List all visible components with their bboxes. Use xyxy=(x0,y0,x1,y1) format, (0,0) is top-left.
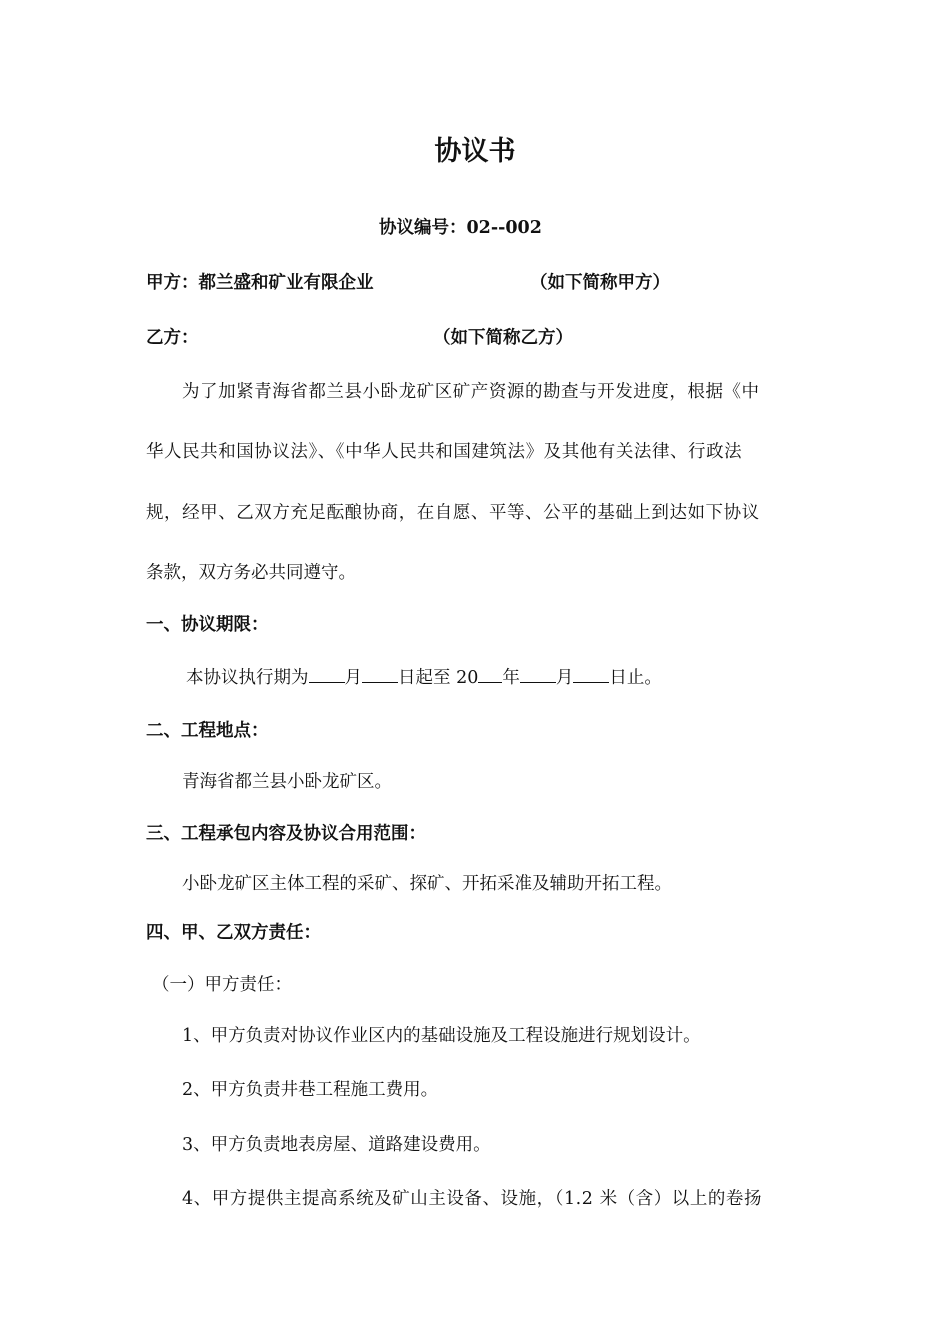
section-2-heading: 二、工程地点： xyxy=(146,721,269,741)
blank-line xyxy=(520,665,556,683)
section-3-text: 小卧龙矿区主体工程的采矿、探矿、开拓采准及辅助开拓工程。 xyxy=(182,874,672,894)
section-1-text xyxy=(186,665,662,689)
party-a-abbrev: （如下简称甲方） xyxy=(530,273,670,293)
blank-line xyxy=(309,665,345,683)
blank-line xyxy=(573,665,609,683)
responsibility-item-2: 2、甲方负责井巷工程施工费用。 xyxy=(182,1080,439,1100)
blank-line xyxy=(478,665,502,683)
preamble-line-2: 华人民共和国协议法》、《中华人民共和国建筑法》及其他有关法律、行政法 xyxy=(146,442,743,462)
section-4-subheading: （一）甲方责任： xyxy=(152,975,292,995)
term-day-end: 日止。 xyxy=(609,668,662,688)
party-b-label: 乙方： xyxy=(146,328,199,348)
section-3-heading: 三、工程承包内容及协议合用范围： xyxy=(146,824,426,844)
term-year: 年 xyxy=(502,668,520,688)
preamble-line-4: 条款，双方务必共同遵守。 xyxy=(146,563,356,583)
responsibility-item-4: 4、甲方提供主提高系统及矿山主设备、设施，（1.2 米（含）以上的卷扬 xyxy=(182,1189,763,1209)
agreement-number: 协议编号：02--002 xyxy=(379,218,542,238)
responsibility-item-3: 3、甲方负责地表房屋、道路建设费用。 xyxy=(182,1135,491,1155)
term-day-from: 日起至 20 xyxy=(398,668,479,688)
term-month-2: 月 xyxy=(555,668,574,688)
blank-line xyxy=(362,665,398,683)
party-a-label: 甲方：都兰盛和矿业有限企业 xyxy=(146,273,374,293)
party-b-abbrev: （如下简称乙方） xyxy=(433,328,573,348)
section-4-heading: 四、甲、乙双方责任： xyxy=(146,923,321,943)
preamble-line-3: 规，经甲、乙双方充足酝酿协商，在自愿、平等、公平的基础上到达如下协议 xyxy=(146,503,760,523)
section-2-text: 青海省都兰县小卧龙矿区。 xyxy=(182,772,392,792)
responsibility-item-1: 1、甲方负责对协议作业区内的基础设施及工程设施进行规划设计。 xyxy=(182,1026,701,1046)
term-month-1: 月 xyxy=(344,668,362,688)
term-text-start: 本协议执行期为 xyxy=(186,668,309,688)
section-1-heading: 一、协议期限： xyxy=(146,615,269,635)
preamble-line-1: 为了加紧青海省都兰县小卧龙矿区矿产资源的勘查与开发进度，根据《中 xyxy=(182,382,760,402)
document-title: 协议书 xyxy=(434,136,516,167)
